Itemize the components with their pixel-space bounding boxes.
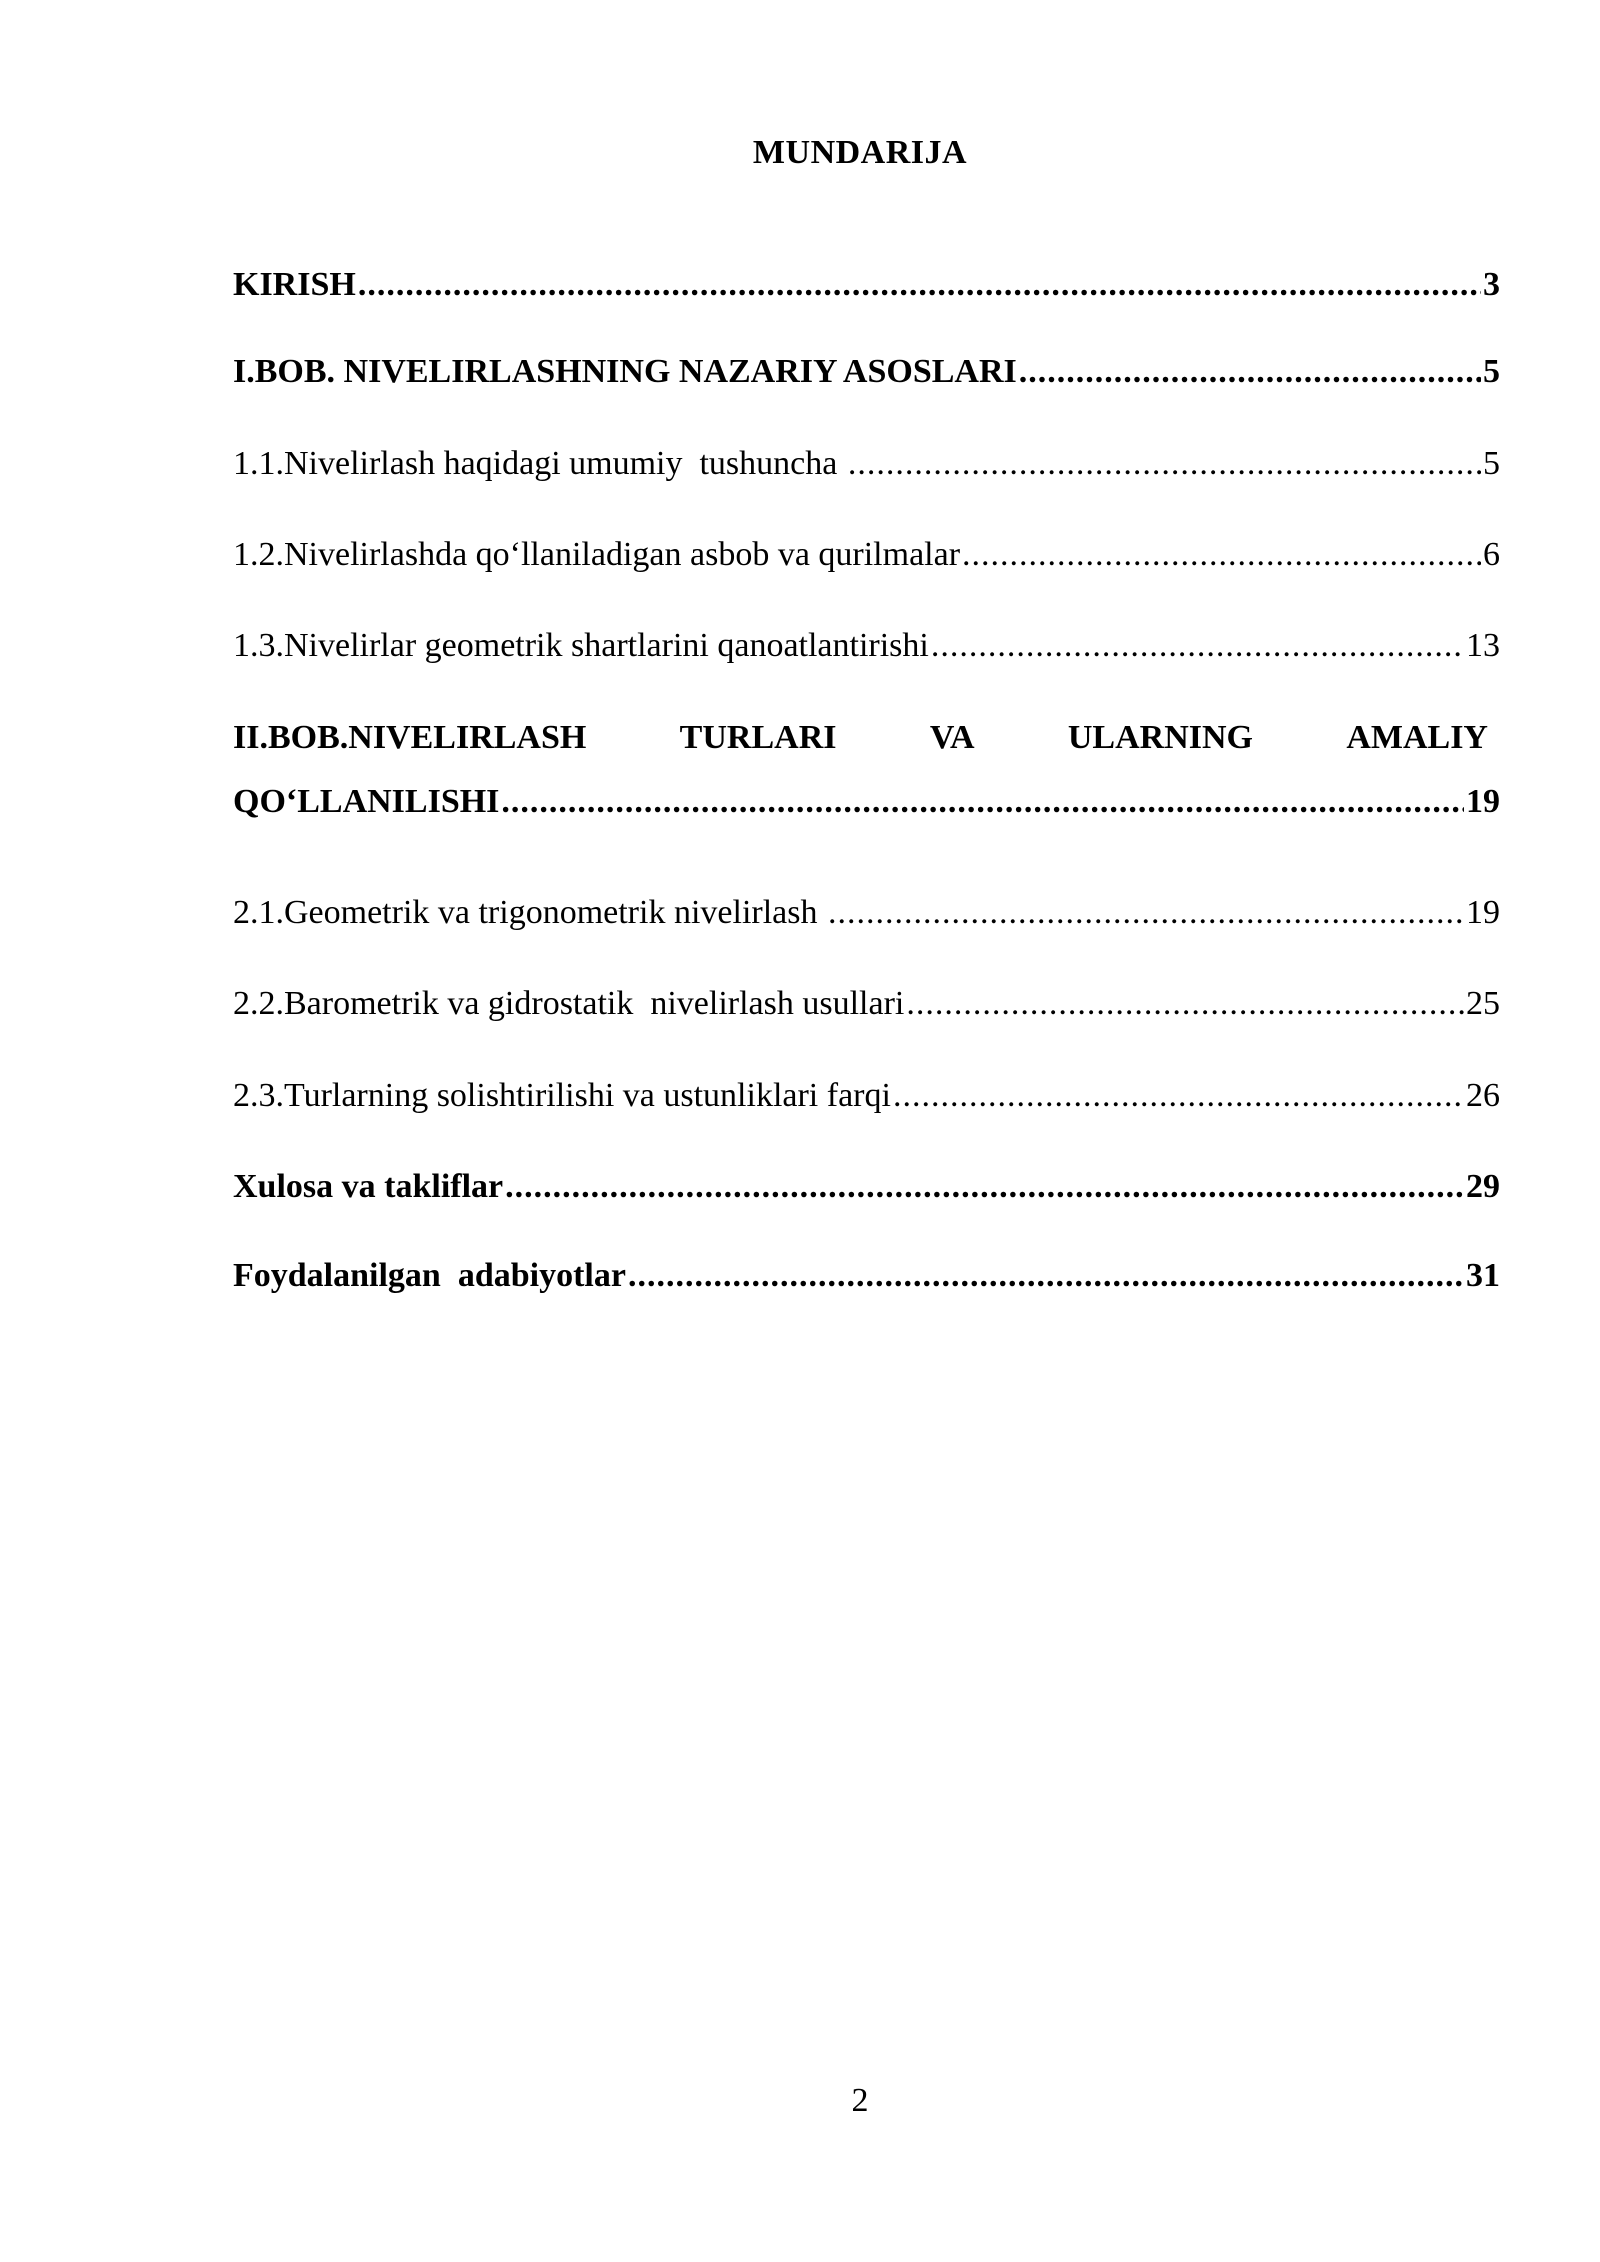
toc-entry-label: 1.1.Nivelirlash haqidagi umumiy tushuncha bbox=[233, 445, 846, 482]
toc-entry-label: 1.2.Nivelirlashda qo‘llaniladigan asbob va qurilmalar bbox=[233, 536, 961, 573]
toc-entry-2-3[interactable] bbox=[233, 1074, 1500, 1118]
toc-entry-page: 19 bbox=[1466, 783, 1500, 820]
toc-entry-1-1[interactable] bbox=[233, 442, 1500, 486]
page-title: MUNDARIJA bbox=[752, 134, 968, 171]
toc-entry-1-2[interactable] bbox=[233, 533, 1500, 577]
toc-entry-kirish[interactable] bbox=[233, 263, 1500, 307]
toc-entry-label: Xulosa va takliflar bbox=[233, 1168, 504, 1205]
toc-leader-dots bbox=[848, 442, 1481, 486]
toc-entry-label-word: VA bbox=[929, 719, 975, 756]
toc-entry-label-word: TURLARI bbox=[679, 719, 837, 756]
toc-leader-dots bbox=[893, 1074, 1464, 1118]
toc-entry-chapter-1[interactable] bbox=[233, 350, 1500, 394]
toc-leader-dots bbox=[501, 780, 1464, 824]
toc-leader-dots bbox=[358, 263, 1481, 307]
toc-entry-page: 25 bbox=[1466, 985, 1500, 1022]
toc-entry-page: 6 bbox=[1483, 536, 1500, 573]
toc-entry-label: I.BOB. NIVELIRLASHNING NAZARIY ASOSLARI bbox=[233, 353, 1017, 390]
toc-leader-dots bbox=[828, 891, 1464, 935]
toc-entry-references[interactable] bbox=[233, 1254, 1500, 1298]
toc-entry-label: 2.2.Barometrik va gidrostatik nivelirlash usullari bbox=[233, 985, 905, 1022]
toc-leader-dots bbox=[906, 982, 1464, 1026]
toc-leader-dots bbox=[931, 624, 1464, 668]
toc-entry-chapter-2[interactable] bbox=[233, 780, 1500, 824]
toc-entry-label: 1.3.Nivelirlar geometrik shartlarini qanoatlantirishi bbox=[233, 627, 929, 664]
toc-entry-2-2[interactable] bbox=[233, 982, 1500, 1026]
toc-entry-1-3[interactable] bbox=[233, 624, 1500, 668]
toc-entry-label: 2.1.Geometrik va trigonometrik nivelirlash bbox=[233, 894, 826, 931]
toc-entry-page: 29 bbox=[1466, 1168, 1500, 1205]
toc-entry-label: KIRISH bbox=[233, 266, 356, 303]
toc-entry-page: 19 bbox=[1466, 894, 1500, 931]
page-number: 2 bbox=[851, 2082, 869, 2119]
toc-leader-dots bbox=[962, 533, 1481, 577]
toc-entry-label-word: AMALIY bbox=[1346, 719, 1488, 756]
toc-entry-page: 13 bbox=[1466, 627, 1500, 664]
toc-entry-label-word: II.BOB.NIVELIRLASH bbox=[233, 719, 587, 756]
toc-entry-2-1[interactable] bbox=[233, 891, 1500, 935]
toc-entry-page: 5 bbox=[1483, 445, 1500, 482]
toc-entry-page: 3 bbox=[1483, 266, 1500, 303]
toc-leader-dots bbox=[1019, 350, 1481, 394]
toc-entry-page: 26 bbox=[1466, 1077, 1500, 1114]
toc-entry-label-word: ULARNING bbox=[1067, 719, 1253, 756]
toc-entry-page: 5 bbox=[1483, 353, 1500, 390]
toc-leader-dots bbox=[628, 1254, 1464, 1298]
toc-entry-label: QO‘LLANILISHI bbox=[233, 783, 500, 820]
toc-entry-label: 2.3.Turlarning solishtirilishi va ustunliklari farqi bbox=[233, 1077, 891, 1114]
toc-entry-page: 31 bbox=[1466, 1257, 1500, 1294]
toc-entry-conclusion[interactable] bbox=[233, 1165, 1500, 1209]
toc-entry-chapter-2-line1[interactable] bbox=[233, 716, 1488, 760]
toc-leader-dots bbox=[505, 1165, 1464, 1209]
toc-entry-label: Foydalanilgan adabiyotlar bbox=[233, 1257, 626, 1294]
